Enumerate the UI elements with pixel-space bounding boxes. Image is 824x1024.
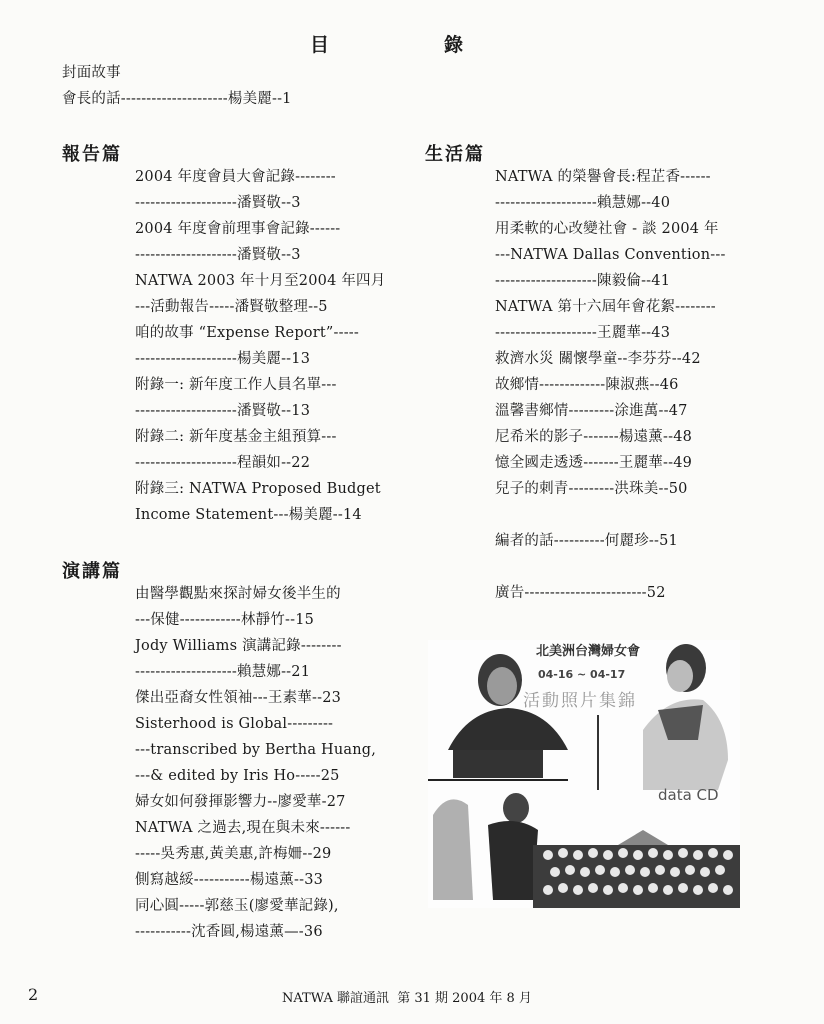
toc-line: ---& edited by Iris Ho-----25 bbox=[135, 768, 340, 784]
toc-line: 附錄一: 新年度工作人員名單--- bbox=[135, 377, 337, 393]
toc-line: ---保健------------林靜竹--15 bbox=[135, 612, 315, 628]
toc-line: 傑出亞裔女性領袖---王素華--23 bbox=[135, 690, 342, 706]
title-char-2: 錄 bbox=[444, 34, 464, 56]
toc-line: 救濟水災 關懷學童--李芬芬--42 bbox=[495, 351, 701, 367]
photo-dates: 04-16 ~ 04-17 bbox=[538, 668, 626, 681]
toc-line: 咱的故事 “Expense Report”----- bbox=[135, 325, 359, 341]
page-number: 2 bbox=[28, 985, 39, 1004]
event-photo-collage bbox=[428, 640, 740, 908]
photo-caption: data CD bbox=[658, 786, 719, 804]
section-heading-life: 生活篇 bbox=[425, 144, 485, 165]
toc-line: ---NATWA Dallas Convention--- bbox=[495, 247, 726, 263]
toc-line: -----------沈香圓,楊遠薰—-36 bbox=[135, 924, 323, 940]
toc-line: 附錄三: NATWA Proposed Budget bbox=[135, 481, 381, 497]
president-message-entry: 會長的話---------------------楊美麗--1 bbox=[62, 91, 292, 107]
toc-line: --------------------賴慧娜--21 bbox=[135, 664, 311, 680]
toc-line: Sisterhood is Global--------- bbox=[135, 716, 334, 732]
toc-line: --------------------潘賢敬--3 bbox=[135, 195, 301, 211]
toc-line: 側寫越綏-----------楊遠薰--33 bbox=[135, 872, 324, 888]
ads-entry: 廣告------------------------52 bbox=[495, 585, 666, 601]
title-char-1: 目 bbox=[310, 34, 330, 56]
toc-line: --------------------陳毅倫--41 bbox=[495, 273, 671, 289]
editor-note-entry: 編者的話----------何麗珍--51 bbox=[495, 533, 678, 549]
toc-line: ---活動報告-----潘賢敬整理--5 bbox=[135, 299, 328, 315]
toc-line: 2004 年度會前理事會記錄------ bbox=[135, 221, 341, 237]
photo-subtitle: 活動照片集錦 bbox=[523, 691, 637, 711]
page-title bbox=[0, 30, 824, 60]
toc-line: -----吳秀惠,黃美惠,許梅姍--29 bbox=[135, 846, 332, 862]
toc-line: 故鄉情-------------陳淑燕--46 bbox=[495, 377, 679, 393]
toc-line: 尼希米的影子-------楊遠薰--48 bbox=[495, 429, 693, 445]
publication-footer: NATWA 聯誼通訊 第 31 期 2004 年 8 月 bbox=[282, 991, 532, 1006]
toc-line: 2004 年度會員大會記錄-------- bbox=[135, 169, 336, 185]
toc-line: NATWA 第十六屆年會花絮-------- bbox=[495, 299, 716, 315]
toc-line: 兒子的刺青---------洪珠美--50 bbox=[495, 481, 688, 497]
toc-line: NATWA 2003 年十月至2004 年四月 bbox=[135, 273, 386, 289]
toc-line: 用柔軟的心改變社會 - 談 2004 年 bbox=[495, 221, 719, 237]
toc-line: --------------------賴慧娜--40 bbox=[495, 195, 671, 211]
toc-line: --------------------王麗華--43 bbox=[495, 325, 671, 341]
toc-line: --------------------程韻如--22 bbox=[135, 455, 311, 471]
photo-banner-text: 北美洲台灣婦女會 bbox=[535, 644, 640, 659]
toc-line: NATWA 之過去,現在與未來------ bbox=[135, 820, 351, 836]
toc-line: Jody Williams 演講記錄-------- bbox=[135, 638, 342, 654]
toc-line: --------------------楊美麗--13 bbox=[135, 351, 311, 367]
toc-line: --------------------潘賢敬--3 bbox=[135, 247, 301, 263]
toc-line: 溫馨書鄉情---------涂進萬--47 bbox=[495, 403, 688, 419]
toc-line: 憶全國走透透-------王麗華--49 bbox=[495, 455, 693, 471]
toc-line: 由醫學觀點來探討婦女後半生的 bbox=[135, 586, 341, 602]
toc-line: --------------------潘賢敬--13 bbox=[135, 403, 311, 419]
cover-story-entry: 封面故事 bbox=[62, 65, 121, 81]
toc-line: NATWA 的榮譽會長:程芷香------ bbox=[495, 169, 711, 185]
toc-line: ---transcribed by Bertha Huang, bbox=[135, 742, 377, 758]
toc-line: 同心圓-----郭慈玉(廖愛華記錄), bbox=[135, 898, 339, 914]
section-heading-speeches: 演講篇 bbox=[62, 561, 122, 582]
toc-line: 附錄二: 新年度基金主組預算--- bbox=[135, 429, 337, 445]
toc-line: 婦女如何發揮影響力--廖愛華-27 bbox=[135, 794, 346, 810]
toc-line: Income Statement---楊美麗--14 bbox=[135, 507, 362, 523]
section-heading-reports: 報告篇 bbox=[62, 144, 122, 165]
